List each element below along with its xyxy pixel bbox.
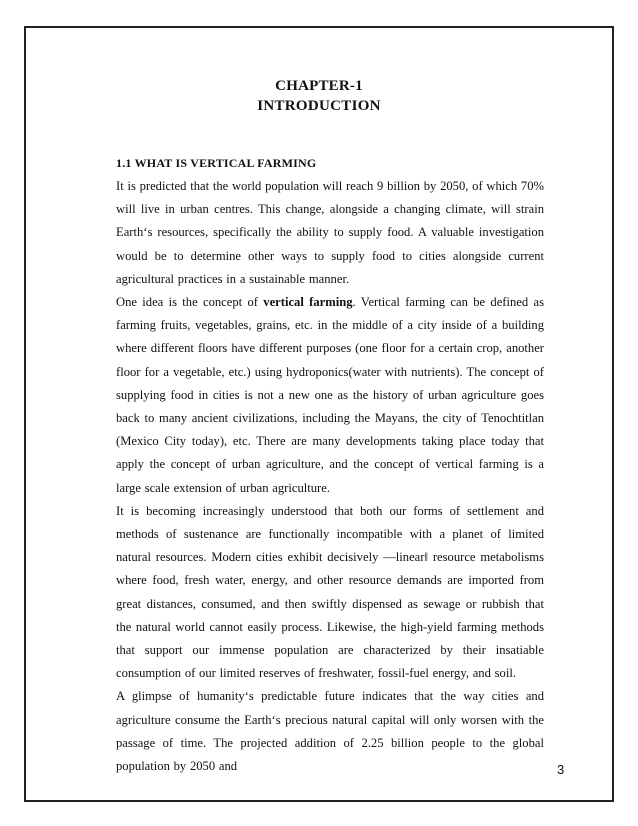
paragraph: It is becoming increasingly understood that both our forms of settlement and methods of sustenance are functionally incompatible with a planet of limited natural resources. Modern cities exhibit decisively ―linear‖ resource metabolisms where food, fresh water, energy, and other resource demands are imported from great distances, consumed, and then swiftly dispensed as sewage or rubbish that the natural world cannot easily process. Likewise, the high-yield farming methods that support our immense population are characterized by their insatiable consumption of our limited reserves of freshwater, fossil-fuel energy, and soil. [116, 503, 544, 681]
paragraph-text: One idea is the concept of [116, 295, 264, 310]
paragraph-text: . Vertical farming can be defined as farming fruits, vegetables, grains, etc. in the middle of a city inside of a building where different floors have different purposes (one floor for a certain crop, another floor for a vegetable, etc.) using hydroponics(water with nutrients). The concept of supplying food in cities is not a new one as the history of urban agriculture goes back to many ancient civilizations, including the Mayans, the city of Tenochtitlan (Mexico City today), etc. There are many developments taking place today that apply the concept of urban agriculture, and the concept of vertical farming is a large scale extension of urban agriculture. [116, 295, 544, 495]
chapter-title: INTRODUCTION [257, 98, 381, 114]
section-heading: 1.1 WHAT IS VERTICAL FARMING [116, 156, 317, 170]
paragraph [116, 291, 544, 500]
body-text [116, 175, 544, 778]
page-number: 3 [557, 762, 565, 777]
bold-term: vertical farming [263, 295, 353, 310]
paragraph: It is predicted that the world population will reach 9 billion by 2050, of which 70% will live in urban centres. This change, alongside a changing climate, will strain Earth‘s resources, specifically the ability to supply food. A valuable investigation would be to determine other ways to supply food to cities alongside current agricultural practices in a sustainable manner. [116, 179, 545, 286]
paragraph: A glimpse of humanity‘s predictable future indicates that the way cities and agriculture consume the Earth‘s precious natural capital will only worsen with the passage of time. The projected addition of 2.25 billion people to the global population by 2050 and [116, 689, 544, 774]
chapter-number: CHAPTER-1 [275, 78, 363, 94]
